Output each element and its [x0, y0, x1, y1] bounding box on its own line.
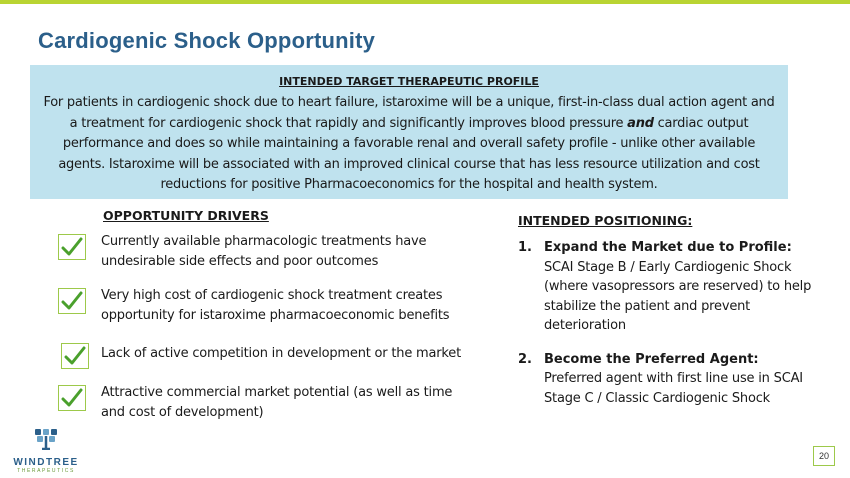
- positioning-description: Preferred agent with first line use in SCAI Stage C / Classic Cardiogenic Shock: [544, 371, 803, 406]
- positioning-item: [518, 350, 818, 409]
- target-profile-box: [30, 65, 788, 199]
- top-accent-bar: [0, 0, 850, 4]
- positioning-number: 2.: [518, 351, 532, 367]
- profile-text-emphasis: and: [627, 115, 654, 131]
- checkmark-icon: [61, 343, 89, 369]
- positioning-title: Expand the Market due to Profile:: [544, 240, 792, 255]
- positioning-heading: INTENDED POSITIONING:: [518, 213, 693, 228]
- profile-heading: INTENDED TARGET THERAPEUTIC PROFILE: [279, 75, 539, 88]
- logo-subtitle: THERAPEUTICS: [17, 468, 75, 474]
- windtree-logo: [10, 428, 82, 474]
- slide-title: Cardiogenic Shock Opportunity: [38, 28, 376, 53]
- profile-text: [40, 93, 778, 196]
- driver-text: Very high cost of cardiogenic shock treatment creates opportunity for istaroxime pharmacoeconomic benefits: [101, 288, 450, 323]
- driver-text: Lack of active competition in development or the market: [101, 346, 461, 361]
- driver-item: [58, 232, 478, 272]
- positioning-item: [518, 238, 818, 336]
- positioning-number: 1.: [518, 240, 532, 255]
- logo-wordmark: WINDTREE: [13, 457, 79, 468]
- driver-text: Attractive commercial market potential (as well as time and cost of development): [101, 385, 453, 420]
- page-number: 20: [813, 446, 835, 466]
- intended-positioning: [518, 213, 818, 422]
- driver-item: [58, 286, 478, 326]
- positioning-title: Become the Preferred Agent:: [544, 351, 759, 367]
- checkmark-icon: [58, 234, 86, 260]
- checkmark-icon: [58, 385, 86, 411]
- positioning-description: SCAI Stage B / Early Cardiogenic Shock (where vasopressors are reserved) to help stabilize the patient and prevent deterioration: [544, 259, 812, 333]
- driver-text: Currently available pharmacologic treatments have undesirable side effects and poor outcomes: [101, 234, 427, 269]
- drivers-heading: OPPORTUNITY DRIVERS: [103, 208, 269, 223]
- driver-item: [58, 383, 478, 423]
- tree-logo-icon: [33, 437, 59, 454]
- profile-text-start: For patients in cardiogenic shock due to heart failure, istaroxime will be a unique, first-in-class dual action agent and a treatment for cardiogenic shock that rapidly and significantly improves blood pressure: [43, 95, 775, 131]
- profile-text-end: cardiac output performance and does so while maintaining a favorable renal and overall safety profile - unlike other available agents. Istaroxime will be associated with an improved clinical course that has less resource utilization and cost reductions for positive Pharmacoeconomics for the hospital and health system.: [58, 115, 760, 192]
- checkmark-icon: [58, 288, 86, 314]
- driver-item: [58, 341, 498, 369]
